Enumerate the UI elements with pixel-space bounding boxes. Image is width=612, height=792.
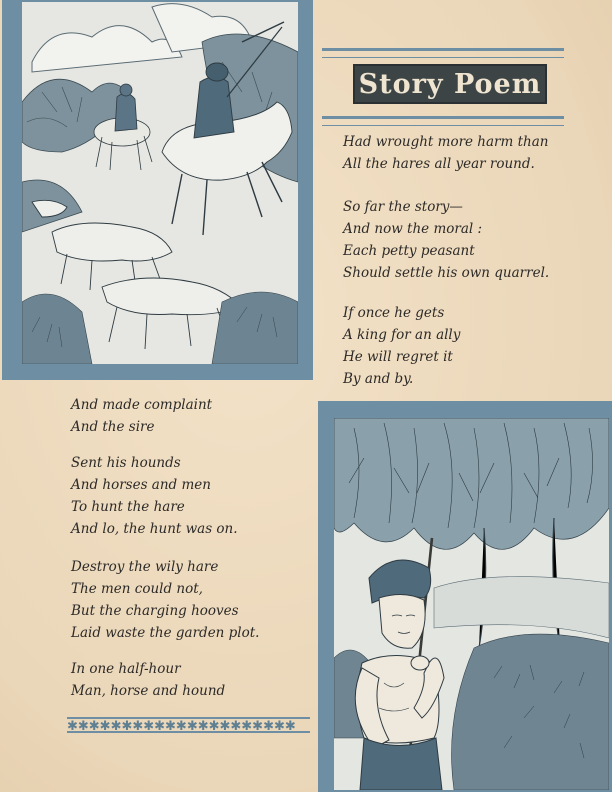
- poem-line: In one half-hour: [71, 661, 181, 677]
- poem-line: And lo, the hunt was on.: [71, 521, 238, 537]
- poem-line: If once he gets: [343, 305, 445, 321]
- illustration-frame-top-left: [2, 0, 313, 380]
- poem-line: All the hares all year round.: [343, 156, 535, 172]
- poem-line: Man, horse and hound: [71, 683, 226, 699]
- title-rule-top: [322, 48, 564, 58]
- poem-line: And now the moral :: [343, 221, 483, 237]
- poem-line: Had wrought more harm than: [343, 134, 549, 150]
- stanza-right-1: [343, 131, 548, 175]
- stanza-left-3: [71, 556, 259, 644]
- poem-line: And horses and men: [71, 477, 211, 493]
- stanza-left-4: [71, 658, 225, 702]
- poem-line: A king for an ally: [343, 327, 461, 343]
- poem-line: The men could not,: [71, 581, 203, 597]
- poem-line: To hunt the hare: [71, 499, 185, 515]
- poem-line: And the sire: [71, 419, 155, 435]
- hunting-party-illustration: [22, 2, 298, 364]
- stanza-left-1: [71, 394, 212, 438]
- poem-line: Sent his hounds: [71, 455, 181, 471]
- poem-line: Should settle his own quarrel.: [343, 265, 550, 281]
- poem-line: So far the story—: [343, 199, 463, 215]
- stanza-right-2: [343, 196, 549, 284]
- stanza-left-2: [71, 452, 238, 540]
- poem-line: Each petty peasant: [343, 243, 475, 259]
- poem-line: Destroy the wily hare: [71, 559, 219, 575]
- peasant-with-staff-illustration: [334, 418, 609, 790]
- peasant-scene-drawing: [334, 418, 609, 790]
- poem-line: Laid waste the garden plot.: [71, 625, 260, 641]
- illustration-frame-bottom-right: [318, 401, 612, 792]
- poem-line: By and by.: [343, 371, 414, 387]
- poem-line: He will regret it: [343, 349, 453, 365]
- page-title: Story Poem: [353, 64, 547, 104]
- poem-line: But the charging hooves: [71, 603, 239, 619]
- title-rule-bottom: [322, 116, 564, 126]
- stanza-right-3: [343, 302, 460, 390]
- hunting-scene-drawing: [22, 2, 298, 364]
- poem-line: And made complaint: [71, 397, 213, 413]
- ornament-border: ✱✱✱✱✱✱✱✱✱✱✱✱✱✱✱✱✱✱✱✱✱: [67, 717, 310, 733]
